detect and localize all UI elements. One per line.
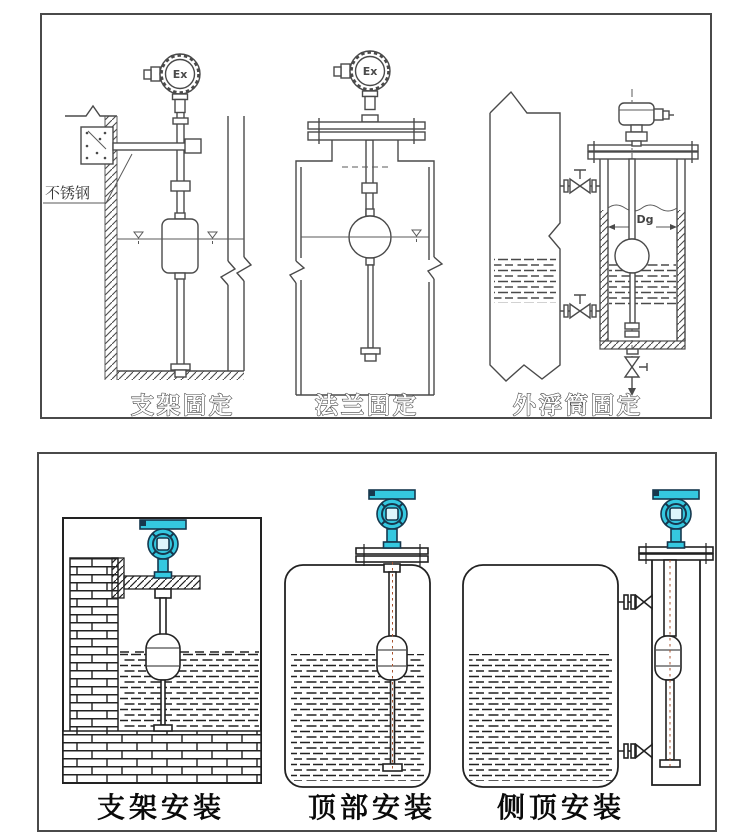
figure-top-installation <box>285 490 436 824</box>
stem-end-stop <box>361 348 380 354</box>
stem-coupling <box>155 589 171 598</box>
tank-wall-right <box>429 167 434 395</box>
figure-bracket-fixing <box>43 54 251 417</box>
transmitter-head <box>369 490 415 548</box>
lower-connection-valve <box>618 744 652 758</box>
tank-nozzle <box>296 140 434 167</box>
panel-fixing-methods <box>40 13 712 419</box>
water-level-marker <box>134 232 143 244</box>
figure-external-chamber-fixing <box>490 89 698 417</box>
water <box>120 652 259 731</box>
brick-wall <box>70 558 118 760</box>
bracket-wall-plate <box>112 558 124 598</box>
stem-coupling <box>362 183 377 193</box>
figure-bracket-installation <box>63 518 261 824</box>
panel-installation-methods <box>37 452 717 832</box>
figure-flange-fixing <box>290 51 442 417</box>
stem-end-stop <box>171 364 190 370</box>
ex-transmitter-head <box>334 51 390 110</box>
flange <box>356 548 428 554</box>
float <box>655 636 681 680</box>
flange-lower-plate <box>308 132 425 140</box>
lower-valve <box>560 295 600 318</box>
ex-marking: Ex <box>172 68 188 81</box>
fixing-methods-drawing <box>42 15 710 417</box>
ex-transmitter-head <box>144 54 200 113</box>
caption-external-chamber-fixing: 外浮筒固定 <box>513 393 643 417</box>
float-ball <box>615 239 649 273</box>
chamber-flange <box>588 145 698 151</box>
stem-end-stop <box>154 725 172 731</box>
chamber-bottom <box>600 341 685 349</box>
ex-marking: Ex <box>362 65 378 78</box>
upper-connection-valve <box>618 595 652 609</box>
hex-nut <box>626 132 647 141</box>
stem-coupling <box>171 181 190 191</box>
chamber-liquid-surface <box>608 205 677 211</box>
wall-top-line <box>65 106 117 116</box>
tank-outline <box>490 92 560 381</box>
valve-icon <box>636 745 652 758</box>
tank-wall <box>228 116 244 371</box>
water <box>469 654 612 781</box>
valve-icon <box>570 179 590 193</box>
upper-valve <box>560 170 600 193</box>
installation-methods-drawing <box>39 454 715 830</box>
float <box>162 219 198 273</box>
brick-floor <box>63 731 261 783</box>
cable-gland <box>654 109 663 120</box>
caption-flange-fixing: 法兰固定 <box>315 393 419 417</box>
arm-clamp <box>185 139 201 153</box>
junction-box-head <box>619 103 674 146</box>
caption-bracket-installation: 支架安装 <box>96 791 226 824</box>
break-symbol <box>221 257 251 285</box>
float <box>146 634 180 680</box>
caption-bracket-fixing: 支架固定 <box>131 393 235 417</box>
transmitter-head <box>653 490 699 548</box>
stem <box>160 598 166 636</box>
stainless-steel-label: 不锈钢 <box>45 184 91 202</box>
flange-upper-plate <box>308 122 425 129</box>
drain-valve-icon <box>625 357 639 377</box>
valve-icon <box>636 596 652 609</box>
dg-dimension-label: Dg <box>636 213 654 226</box>
figure-side-top-installation <box>463 490 713 824</box>
stem <box>629 159 635 239</box>
tank-liquid <box>494 255 556 303</box>
valve-icon <box>570 304 590 318</box>
caption-side-top-installation: 侧顶安装 <box>496 791 626 824</box>
tank-wall-left <box>296 167 301 395</box>
water-level-marker <box>412 230 421 242</box>
caption-top-installation: 顶部安装 <box>307 791 437 824</box>
water-level-marker <box>208 232 217 244</box>
